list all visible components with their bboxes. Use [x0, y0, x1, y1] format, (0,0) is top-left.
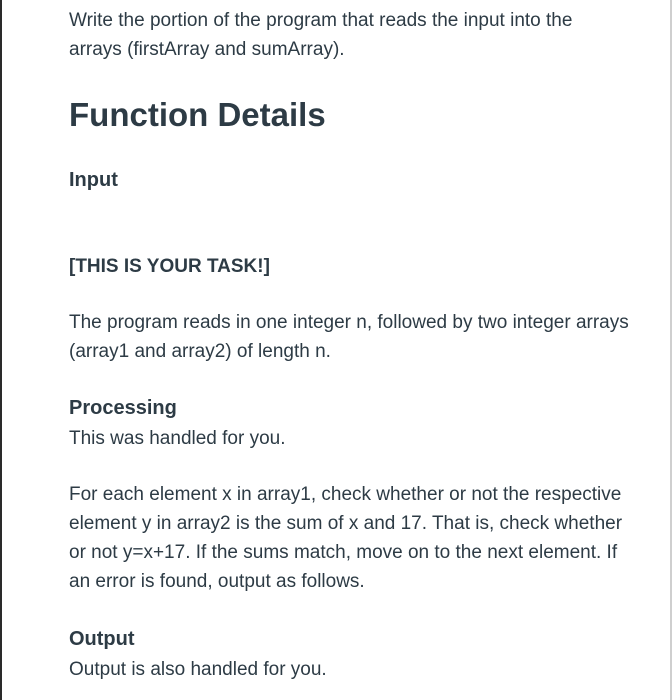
processing-description: For each element x in array1, check whether or not the respective element y in array2 is the sum of x and 17. That is, check whether or not y=x+17. If the sums match, move on to the next element. If an error is found, output as follows. [69, 484, 623, 592]
processing-heading: Processing [69, 397, 177, 419]
processing-note: This was handled for you. [69, 428, 286, 449]
output-heading: Output [69, 628, 135, 650]
function-details-heading: Function Details [69, 96, 326, 133]
input-description: The program reads in one integer n, followed by two integer arrays (array1 and array2) of length n. [69, 312, 629, 362]
output-note: Output is also handled for you. [69, 659, 327, 680]
task-label: [THIS IS YOUR TASK!] [69, 256, 270, 277]
input-heading: Input [69, 169, 118, 191]
intro-paragraph: Write the portion of the program that reads the input into the arrays (firstArray and sumArray). [69, 10, 573, 60]
left-border [0, 0, 2, 700]
